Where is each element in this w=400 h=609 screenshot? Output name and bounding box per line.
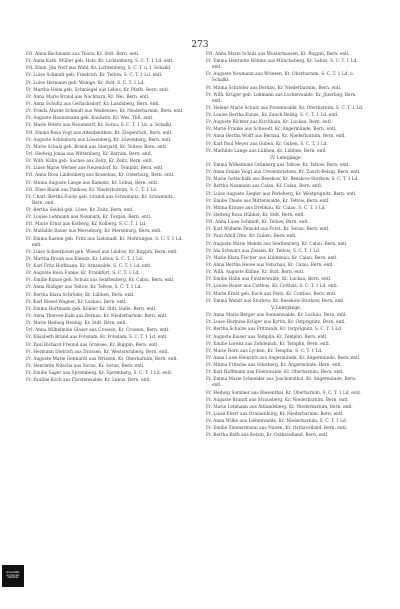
register-entry: Fr. Pauline Koch aus Fürstenwalde, Kr. Lebus, Bern. entl. xyxy=(26,378,151,384)
register-entry: Fr. Emma Kasten geb. Fritz aus Liebstadt, Kr. Mohrungen, S. C. T. 1 Ld. entl. xyxy=(26,236,183,248)
register-entry: Fr. Anna Marie Brand aus Nachbarn, Kr. Wei. Bern. entl. xyxy=(26,94,150,100)
left-column xyxy=(26,52,186,385)
register-entry: Fr. Emilie Kunze geb. Schulz aus Senftenberg, Kr. Calau, Bern. entl. xyxy=(26,278,175,284)
register-entry: Fr. Mathilde Bauer aus Merseburg, Kr. Merseburg, Bern. entl. xyxy=(26,229,162,235)
register-entry: Fr. Anna Schultz aus Gerlachsdorf, Kr. Landsberg, Bern. entl. xyxy=(26,101,160,107)
register-entry: Frl. Anna Marie Schulz aus Wusterhausen, Kr. Ruppin, Bern. entl. xyxy=(206,52,350,57)
register-entry: Fr. Minna Krause aus Drebkau, Kr. Calau, S. C. T. 1 Ld. xyxy=(206,205,326,211)
register-entry: Fr. Anna Kath. Müller geb. Holz, Kr. Lichtenberg, S. C. T. 1 Ld. entl. xyxy=(26,59,174,65)
register-entry: Fr. Helene Marie Schulz aus Freienwalde, Kr. Oberbarnim, S. C. T. 1 Ld. xyxy=(206,105,364,111)
register-entry: Fr. Auguste Rosa Funke, Kr. Frankfurt, S. C. T. 1 Ld. xyxy=(26,271,140,277)
register-entry: Fr. Emilie Hahn aus Finsterwalde, Kr. Luckau, Bern. entl. xyxy=(206,277,332,283)
register-entry: Fr. Auguste Marie Mende aus Senftenberg, Kr. Calau, Bern. entl. xyxy=(206,241,348,247)
right-entries-part3 xyxy=(206,313,366,439)
stamp-line: bibliothek xyxy=(7,576,19,580)
register-entry: Fr. Bertha Naumann aus Calau, Kr. Calau, Bern. entl. xyxy=(206,184,323,190)
register-entry: Fr. Anna Marie Berger aus Sonnenwalde, Kr. Luckau, Bern. entl. xyxy=(206,313,347,319)
right-column xyxy=(206,52,366,441)
register-entry: Fr. Bertha Roth aus Ketzin, Kr. Osthavelland, Bern. entl. xyxy=(206,433,329,439)
register-entry: Frl. Hedwig Jonas aus Wittenberg, Kr. Barnim, Bern. entl. xyxy=(26,151,153,157)
register-entry: Fr. Ida Schwarz aus Zossen, Kr. Teltow, S. C. T. 1 Ld. xyxy=(206,248,321,254)
register-entry: Fr. Emilie Thiele aus Mittenwalde, Kr. Teltow, Bern. entl. xyxy=(206,198,330,204)
right-entries-part1 xyxy=(206,52,366,155)
register-entry: Fr. Wilh. Kühn geb. Sachse aus Zeitz, Kr. Zeitz, Bern. entl. xyxy=(26,159,153,165)
register-entry: Fr. Karl Fritz Hoffmann, Kr. Arnswalde, S. C. T. 1 Ld. entl. xyxy=(26,264,152,270)
register-entry: Fr. Minna Fritsche aus Oderberg, Kr. Angermünde, Bern. entl. xyxy=(206,363,342,369)
register-entry: Frl. Anna Bachmann aus Thorn, Kr. Stdt. Bern. entl. xyxy=(26,52,140,57)
register-entry: Fr. Luise Marie Werner aus Neuendorf, Kr. Templin, Bern. entl. xyxy=(26,166,164,172)
register-entry: Fr. Emma Henriette Böhme aus Müncheberg, Kr. Lebus, S. C. T. 1 Ld. entl. xyxy=(206,59,358,71)
register-entry: Fr. Bertha Schulze aus Pritzwalk, Kr. Ostprignitz, S. C. T. 1 Ld. xyxy=(206,327,343,333)
register-entry: Fr. Anna Bertha Hesse aus Vetschau, Kr. Calau, Bern. entl. xyxy=(206,263,334,269)
register-entry: Fr. Marie Peters aus Neuendorf, Kr. Sorau, S. C. T. 1 Ld. u. Schalkl. xyxy=(26,123,173,129)
register-entry: Fr. Emma Wendt aus Storkow, Kr. Beeskow-Storkow, Bern. entl. xyxy=(206,298,345,304)
register-entry: Fr. Karl Hoffmann aus Eberswalde, Kr. Oberbarnim, Bern. entl. xyxy=(206,370,344,376)
register-entry: Fr. Marie Hedwig Hennig, Kr. Stdt. Bern. entl. xyxy=(26,321,127,327)
register-entry: Frl. Emm. Jda Wolf aus Wahl, Kr. Lichtenberg, S. C. T. u. I. Schalkl. xyxy=(26,66,172,72)
page-number: 273 xyxy=(191,40,209,50)
register-entry: Fr. Luise Auguste Ziegler aus Perleberg, Kr. Westprignitz, Bern. entl. xyxy=(206,191,357,197)
register-entry: Fr. Karl Wilhelm Petzold aus Forst, Kr. Sorau, Bern. entl. xyxy=(206,227,330,233)
register-entry: Fr. Marie Gottschalk aus Beeskow, Kr. Beeskow-Storkow, S. C. T. 1 Ld. xyxy=(206,177,359,183)
register-entry: Fr. Anna Bertha Wolff aus Bernau, Kr. Niederbarnim, Bern. entl. xyxy=(206,134,346,140)
register-entry: Fr. Bertha Seidel geb. Löwe, Kr. Zeitz, Bern. entl. xyxy=(26,208,134,213)
register-entry: Fr. Minna Auguste Lange aus Kamenz, Kr. Lebus, Bern. entl. xyxy=(26,180,159,186)
register-entry: Fr. Luise Scheerbaum geb. Wiesel aus Lindow, Kr. Ruppin, Bern. entl. xyxy=(26,249,178,255)
stamp-line: und Landes- xyxy=(6,573,20,577)
register-entry: Fr. Auguste Marie Gebhardt aus Wriezen, Kr. Oberbarnim, Bern. entl. xyxy=(26,356,178,362)
register-entry: Fr. Wilh. Auguste Kühne, Kr. Stdt. Bern. entl. xyxy=(206,270,305,276)
register-entry: Fr. Emilie Lorenz aus Zehdenick, Kr. Templin, Bern. entl. xyxy=(206,341,331,347)
register-entry: Fr. Hermann Dietrich aus Drossen, Kr. Weststernberg, Bern. entl. xyxy=(26,349,169,355)
register-entry: Fr. Emilie Zimmermann aus Nauen, Kr. Osthavelland, Bern. entl. xyxy=(206,426,348,432)
right-entries-part2 xyxy=(206,163,366,305)
register-entry: Fr. Luise Hermann geb. Wenige, Kr. Stdt. S. C. T. 1 Ld. xyxy=(26,80,145,86)
register-entry: Fr. Hedwig Rosa Hübner, Kr. Stdt. Bern. entl. xyxy=(206,213,305,219)
register-entry: Fr. Luise Hermine Krüger aus Kyritz, Kr. Ostprignitz, Bern. entl. xyxy=(206,320,346,326)
register-entry: Fr. Emma Marie Schneider aus Joachimsthal, Kr. Angermünde, Bern. entl. xyxy=(206,377,357,389)
register-entry: Fr. Emma Wilhelmine Grünberg aus Teltow, Kr. Teltow, Bern. entl. xyxy=(206,163,350,169)
register-entry: Fr. Marie Lehmann aus Altlandsberg, Kr. Niederbarnim, Bern. entl. xyxy=(206,404,353,410)
register-entry: Fr. Elisabeth Brand aus Potsdam, Kr. Potsdam, S. C. T. 1 Ld. entl. xyxy=(26,335,168,341)
register-entry: Fr. Henriette Nitsche aus Sorau, Kr. Sorau, Bern. entl. xyxy=(26,364,145,369)
register-entry: Fr. Emma Hartmann geb. Köhler, Kr. Stdt. Halle, Bern. entl. xyxy=(26,306,157,312)
register-entry: Fr. Marie Franke aus Schwedt, Kr. Angermünde, Bern. entl. xyxy=(206,127,337,133)
register-entry: Fr. Charl. Bertha Fuchs geb. Gramß aus Schweinitz, Kr. Schweinitz, Bern. entl. xyxy=(26,194,175,206)
register-entry: Frl. Marie Ernst aus Kolberg, Kr. Kolberg, S. C. T. 1 Ld. xyxy=(26,222,147,228)
register-entry: Frl. Elise Blank aus Pankow, Kr. Niederbarnim, S. C. T. 1 Ld. xyxy=(26,187,158,193)
register-entry: Fr. Minna Schröder aus Bernau, Kr. Niederbarnim, Bern. entl. xyxy=(206,85,342,91)
register-entry: Fr. Hedwig Sommer aus Biesenthal, Kr. Oberbarnim, S. C. T. 1 Ld. entl. xyxy=(206,390,362,396)
register-entry: Frl. Emma Rosa Vogt aus Altenbeuthen, Kr. Ziegenrück, Bern. entl. xyxy=(26,130,173,136)
register-entry: Fr. Marie Schulz geb. Brand aus Stargard, Kr. Teltow, Bern. entl. xyxy=(26,144,168,150)
register-entry: Frl. Anna Rosa Lindenberg aus Kossebau, Kr. Osterburg, Bern. entl. xyxy=(26,173,175,179)
register-entry: Fr. Anna Wilke aus Liebenwalde, Kr. Niederbarnim, S. C. T. 1 Ld. xyxy=(206,419,348,425)
register-entry: Fr. Karl Riesel Wagner, Kr. Luckau, Bern. entl. xyxy=(26,299,127,305)
register-entry: Fr. Anna Therese Kahl aus Bernau, Kr. Niederbarnim, Bern. entl. xyxy=(26,314,168,320)
register-entry: Fr. Mathilde Lange aus Lübben, Kr. Lübben, Bern. entl. xyxy=(206,148,327,154)
library-stamp xyxy=(2,565,24,587)
register-entry: Fr. Auguste Neumann aus Wriezen, Kr. Oberbarnim, S. C. T. 1 Ld. u. Schalkl. xyxy=(206,72,355,84)
register-entry: Fr. Karl Paul Meyer aus Guben, Kr. Guben, S. C. T. 1 Ld. xyxy=(206,141,328,147)
register-entry: Fr. Martha Braun aus Kienitz, Kr. Lebus, S. C. T. 1 Ld. xyxy=(26,256,144,262)
register-entry: Fr. Paul Adolf Otto, Kr. Guben, Bern. entl. xyxy=(206,234,297,240)
register-entry: Fr. Louise Bauer aus Cottbus, Kr. Cottbus, S. C. T. 1 Ld. entl. xyxy=(206,284,338,290)
register-entry: Fr. Emilie Sager aus Spremberg, Kr. Spremberg, S. C. T. 1 Ld. entl. xyxy=(26,371,173,377)
register-entry: Frl. Anna Luise Schmidt, Kr. Teltow, Bern. entl. xyxy=(206,220,309,226)
register-entry: Fr. Luise Schmidt geb. Friedrich, Kr. Teltow, S. C. T. 1 Ld. entl. xyxy=(26,73,163,79)
register-entry: Fr. Auguste Richter aus Kirchhain, Kr. Luckau, Bern. entl. xyxy=(206,120,333,126)
register-entry: Fr. Frieda Alwine Schmidt aus Weißensee, Kr. Niederbarnim, Bern. entl. xyxy=(26,109,184,115)
register-entry: Fr. Auguste Brandt aus Strausberg, Kr. Niederbarnim, Bern. entl. xyxy=(206,397,349,403)
register-entry: Fr. Marie Horn aus Lychen, Kr. Templin, S. C. T. 1 Ld. xyxy=(206,348,323,354)
register-entry: Fr. Anna Luise Heinrich aus Angermünde, Kr. Angermünde, Bern. entl. xyxy=(206,355,361,361)
register-entry: Fr. Auguste Kaiser aus Templin, Kr. Templin, Bern. entl. xyxy=(206,334,328,340)
register-entry: Fr. Marie Klara Fischer aus Lübbenau, Kr. Calau, Bern. entl. xyxy=(206,255,338,261)
register-entry: Frl. Anna Wilhelmine Glaser aus Crossen, Kr. Crossen, Bern. entl. xyxy=(26,328,170,334)
register-entry: Fr. Louise Lehmann aus Neumark, Kr. Torgau, Bern. entl. xyxy=(26,215,152,221)
section-heading: V. Lehrgänge. xyxy=(270,305,302,311)
register-entry: Fr. Martha Helm geb. Schmiegel aus Lebus, Kr. Pfaffs. Bern. entl. xyxy=(26,87,170,93)
register-entry: Fr. Anna Emilie Voigt aus Treuenbrietzen, Kr. Zauch-Belzig, Bern. entl. xyxy=(206,170,361,176)
stamp-line: Universitäts- xyxy=(6,571,20,575)
register-entry: Fr. Bertha Klara Schröder, Kr. Lübben, Bern. entl. xyxy=(26,292,135,298)
register-entry: Fr. Auguste Hannemann geb. Kaulwitz, Kr. Wes. Thlt. entl. xyxy=(26,116,154,122)
section-heading: IV. Lehrgänge. xyxy=(270,155,302,161)
register-entry: Fr. Louise Bertha Kunze, Kr. Zauch-Belzig, S. C. T. 1 Ld. entl. xyxy=(206,112,339,118)
register-entry: Fr. Marie Ernst geb. Koch aus Peitz, Kr. Cottbus, Bern. entl. xyxy=(206,291,337,297)
register-entry: Fr. Luise Ebert aus Oranienburg, Kr. Niederbarnim, Bern. entl. xyxy=(206,411,344,417)
register-entry: Fr. Paul Richard Freund aus Gransee, Kr. Ruppin, Bern. entl. xyxy=(26,342,159,348)
register-entry: Fr. Anna Rüdiger aus Teltow, Kr. Teltow, S. C. T. 1 Ld. xyxy=(26,285,142,291)
register-entry: Fr. Wilh. Krüger geb. Lehmann aus Luckenwalde, Kr. Jüterbog, Bern. entl. xyxy=(206,92,357,104)
register-entry: Fr. Auguste Schönborn aus Löwenberg, Kr. Löwenberg, Bern. entl. xyxy=(26,137,172,143)
